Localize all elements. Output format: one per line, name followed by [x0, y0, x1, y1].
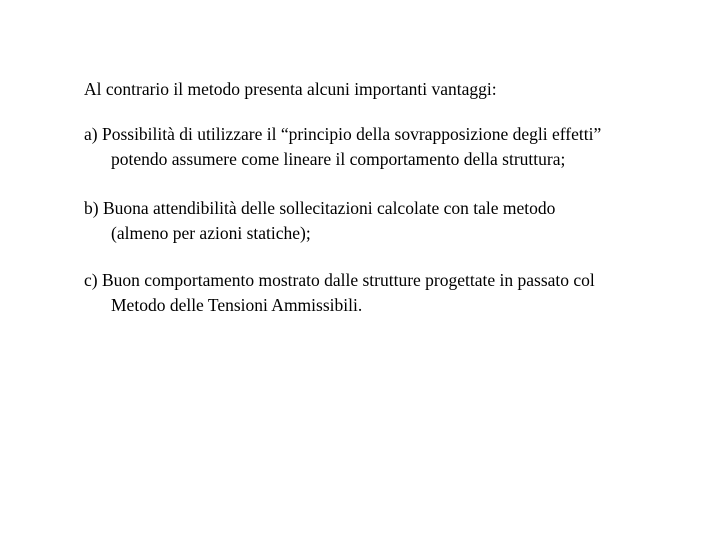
list-item-a-line-1: a) Possibilità di utilizzare il “principio della sovrapposizione degli effetti”	[84, 124, 602, 144]
list-item-b-line-2: (almeno per azioni statiche);	[111, 223, 311, 243]
list-item-c-line-1: c) Buon comportamento mostrato dalle strutture progettate in passato col	[84, 270, 595, 290]
list-item-c-line-2: Metodo delle Tensioni Ammissibili.	[111, 295, 363, 315]
intro-text: Al contrario il metodo presenta alcuni importanti vantaggi:	[84, 79, 497, 99]
list-item-b	[84, 196, 555, 246]
list-item-c	[84, 268, 595, 318]
list-item-b-line-1: b) Buona attendibilità delle sollecitazioni calcolate con tale metodo	[84, 198, 556, 218]
list-item-a	[84, 122, 601, 172]
list-item-a-line-2: potendo assumere come lineare il comportamento della struttura;	[111, 149, 566, 169]
